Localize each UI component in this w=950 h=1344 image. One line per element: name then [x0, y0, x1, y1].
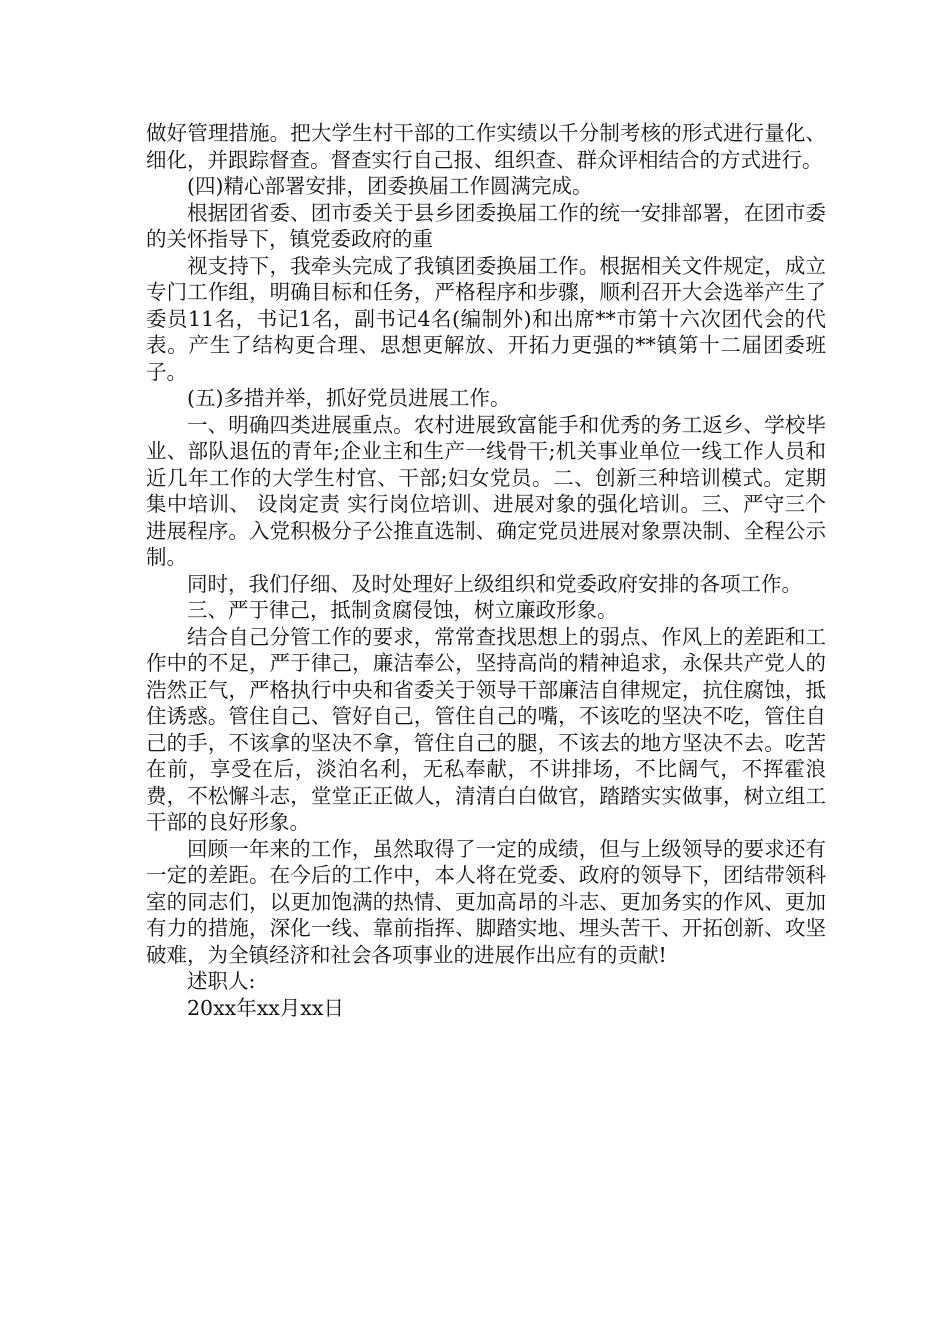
signature-line: 述职人:	[187, 969, 256, 993]
document-body	[146, 120, 826, 1021]
paragraph-3: 根据团省委、团市委关于县乡团委换届工作的统一安排部署，在团市委的关怀指导下，镇党委政府的重	[146, 200, 826, 251]
paragraph-1: 做好管理措施。把大学生村干部的工作实绩以千分制考核的形式进行量化、细化，并跟踪督查。督查实行自己报、组织查、群众评相结合的方式进行。	[146, 121, 826, 172]
paragraph-4: 视支持下，我牵头完成了我镇团委换届工作。根据相关文件规定，成立专门工作组，明确目标和任务，严格程序和步骤，顺利召开大会选举产生了委员11名，书记1名，副书记4名(编制外)和出席**市第十六次团代会的代表。产生了结构更合理、思想更解放、开拓力更强的**镇第十二届团委班子。	[146, 253, 826, 384]
paragraph-9: 结合自己分管工作的要求，常常查找思想上的弱点、作风上的差距和工作中的不足，严于律己，廉洁奉公，坚持高尚的精神追求，永保共产党人的浩然正气，严格执行中央和省委关于领导干部廉洁自律规定，抗住腐蚀，抵住诱惑。管住自己、管好自己，管住自己的嘴，不该吃的坚决不吃，管住自己的手，不该拿的坚决不拿，管住自己的腿，不该去的地方坚决不去。吃苦在前，享受在后，淡泊名利，无私奉献，不讲排场，不比阔气，不挥霍浪费，不松懈斗志，堂堂正正做人，清清白白做官，踏踏实实做事，树立组工干部的良好形象。	[146, 624, 826, 834]
paragraph-section-5-heading: (五)多措并举，抓好党员进展工作。	[187, 386, 511, 410]
paragraph-section-4-heading: (四)精心部署安排，团委换届工作圆满完成。	[187, 174, 593, 198]
paragraph-7: 同时，我们仔细、及时处理好上级组织和党委政府安排的各项工作。	[187, 571, 802, 596]
paragraph-section-3-heading: 三、严于律己，抵制贪腐侵蚀，树立廉政形象。	[187, 598, 618, 622]
paragraph-10: 回顾一年来的工作，虽然取得了一定的成绩，但与上级领导的要求还有一定的差距。在今后的工作中，本人将在党委、政府的领导下，团结带领科室的同志们，以更加饱满的热情、更加高昂的斗志、更加务实的作风、更加有力的措施，深化一线、靠前指挥、脚踏实地、埋头苦干、开拓创新、攻坚破难，为全镇经济和社会各项事业的进展作出应有的贡献!	[146, 836, 826, 967]
date-line: 20xx年xx月xx日	[187, 995, 344, 1020]
paragraph-6: 一、明确四类进展重点。农村进展致富能手和优秀的务工返乡、学校毕业、部队退伍的青年;企业主和生产一线骨干;机关事业单位一线工作人员和近几年工作的大学生村官、干部;妇女党员。二、创新三种培训模式。定期集中培训、 设岗定责 实行岗位培训、进展对象的强化培训。三、严守三个进展程序。入党积极分子公推直选制、确定党员进展对象票决制、全程公示制。	[146, 412, 826, 569]
